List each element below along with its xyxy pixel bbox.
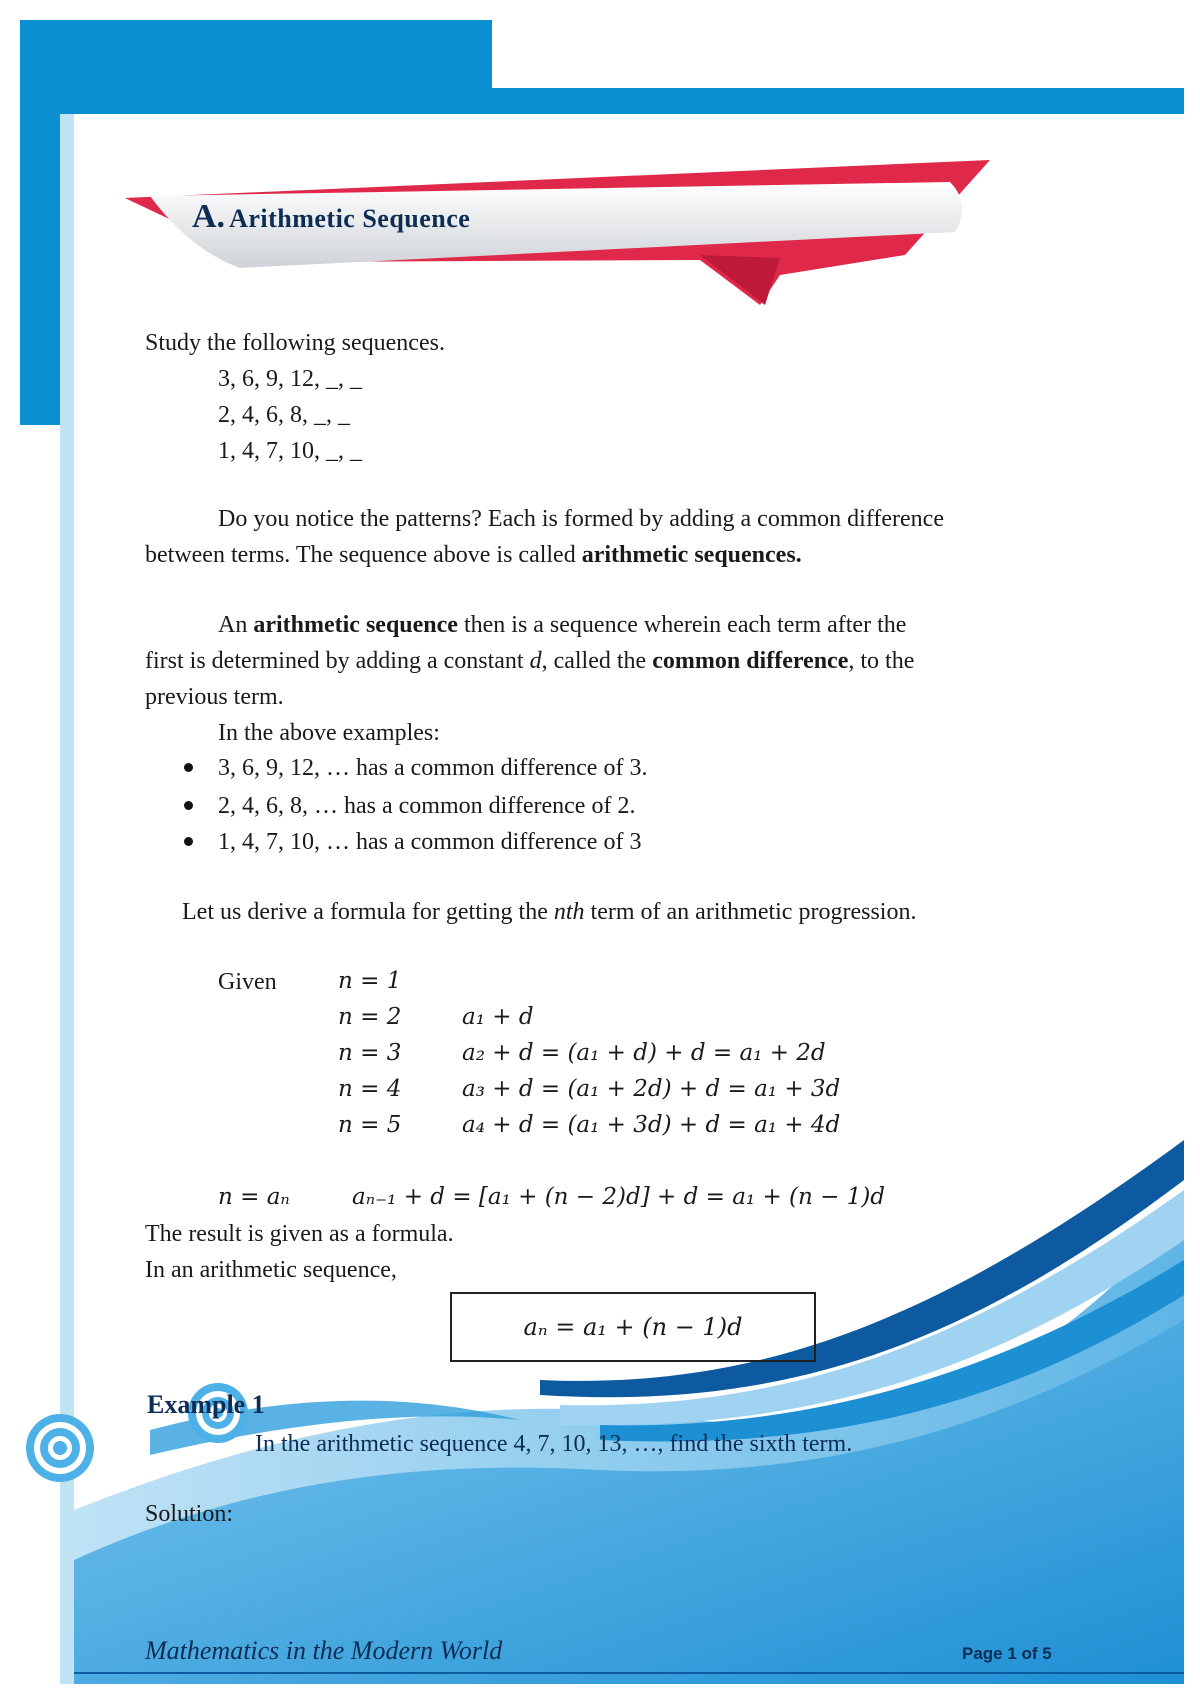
bullet-dot <box>184 763 193 772</box>
section-title-text: Arithmetic Sequence <box>229 204 471 233</box>
bullet-item-3: 1, 4, 7, 10, … has a common difference of 3 <box>218 829 642 855</box>
para1-line2 <box>145 537 802 573</box>
derive-line <box>182 894 916 930</box>
given-n-2: n = 2 <box>338 1004 402 1030</box>
para1-bold-term: arithmetic sequences. <box>581 542 802 568</box>
para2-bold-term: arithmetic sequence <box>253 612 458 638</box>
bullet-item-2: 2, 4, 6, 8, … has a common difference of 2. <box>218 793 636 819</box>
study-text: Study the following sequences. <box>145 330 445 356</box>
page-number: Page 1 of 5 <box>962 1644 1052 1663</box>
para2-line3: previous term. <box>145 684 284 710</box>
given-n-5: n = 5 <box>338 1112 402 1138</box>
sequence-2: 2, 4, 6, 8, _, _ <box>218 402 350 428</box>
derive-nth: nth <box>553 899 585 925</box>
footer-separator <box>74 1672 1184 1674</box>
frame-top-bar <box>60 88 1184 114</box>
sequence-3: 1, 4, 7, 10, _, _ <box>218 438 362 464</box>
para2-common-difference: common difference <box>652 648 849 674</box>
formula-box <box>450 1292 816 1362</box>
example-problem: In the arithmetic sequence 4, 7, 10, 13, …, find the sixth term. <box>255 1431 853 1457</box>
para2-line2-pre: first is determined by adding a constant <box>145 648 530 674</box>
frame-top-block <box>20 20 492 92</box>
given-expr-5: a₄ + d = (a₁ + 3d) + d = a₁ + 4d <box>462 1112 841 1138</box>
given-n-3: n = 3 <box>338 1040 402 1066</box>
example-title: Example 1 <box>147 1390 265 1419</box>
bullet-dot <box>184 801 193 810</box>
result-line1: The result is given as a formula. <box>145 1221 454 1247</box>
footer-course-title: Mathematics in the Modern World <box>145 1636 503 1665</box>
solution-label: Solution: <box>145 1501 234 1527</box>
given-n-4: n = 4 <box>338 1076 402 1102</box>
general-expr: aₙ₋₁ + d = [a₁ + (n − 2)d] + d = a₁ + (n − 1)d <box>352 1184 886 1210</box>
para2-line2-post: , to the <box>848 648 915 674</box>
general-n: n = aₙ <box>218 1184 290 1210</box>
section-title <box>192 198 470 236</box>
para2-line2-mid: , called the <box>541 648 653 674</box>
given-expr-2: a₁ + d <box>462 1004 534 1030</box>
para2-rest: then is a sequence wherein each term after the <box>457 612 907 638</box>
derive-post: term of an arithmetic progression. <box>584 899 917 925</box>
given-label: Given <box>218 969 277 995</box>
given-expr-3: a₂ + d = (a₁ + d) + d = a₁ + 2d <box>462 1040 826 1066</box>
examples-intro: In the above examples: <box>218 720 440 746</box>
derive-pre: Let us derive a formula for getting the <box>182 899 554 925</box>
para2-line2 <box>145 643 914 679</box>
para2-an: An <box>218 612 254 638</box>
banner-red-tip <box>700 255 780 305</box>
frame-left-block <box>20 20 60 425</box>
given-expr-4: a₃ + d = (a₁ + 2d) + d = a₁ + 3d <box>462 1076 841 1102</box>
given-n-1: n = 1 <box>338 968 402 994</box>
bullet-dot <box>184 837 193 846</box>
result-line2: In an arithmetic sequence, <box>145 1257 397 1283</box>
para2-line1 <box>218 607 906 643</box>
target-circle-1 <box>26 1414 94 1482</box>
para2-d: d <box>529 648 542 674</box>
sequence-1: 3, 6, 9, 12, _, _ <box>218 366 362 392</box>
formula-text: aₙ = a₁ + (n − 1)d <box>523 1313 743 1341</box>
para1-line2-text: between terms. The sequence above is called <box>145 542 582 568</box>
section-letter: A. <box>192 198 226 235</box>
para1-line1: Do you notice the patterns? Each is formed by adding a common difference <box>218 506 944 532</box>
bullet-item-1: 3, 6, 9, 12, … has a common difference of 3. <box>218 755 648 781</box>
